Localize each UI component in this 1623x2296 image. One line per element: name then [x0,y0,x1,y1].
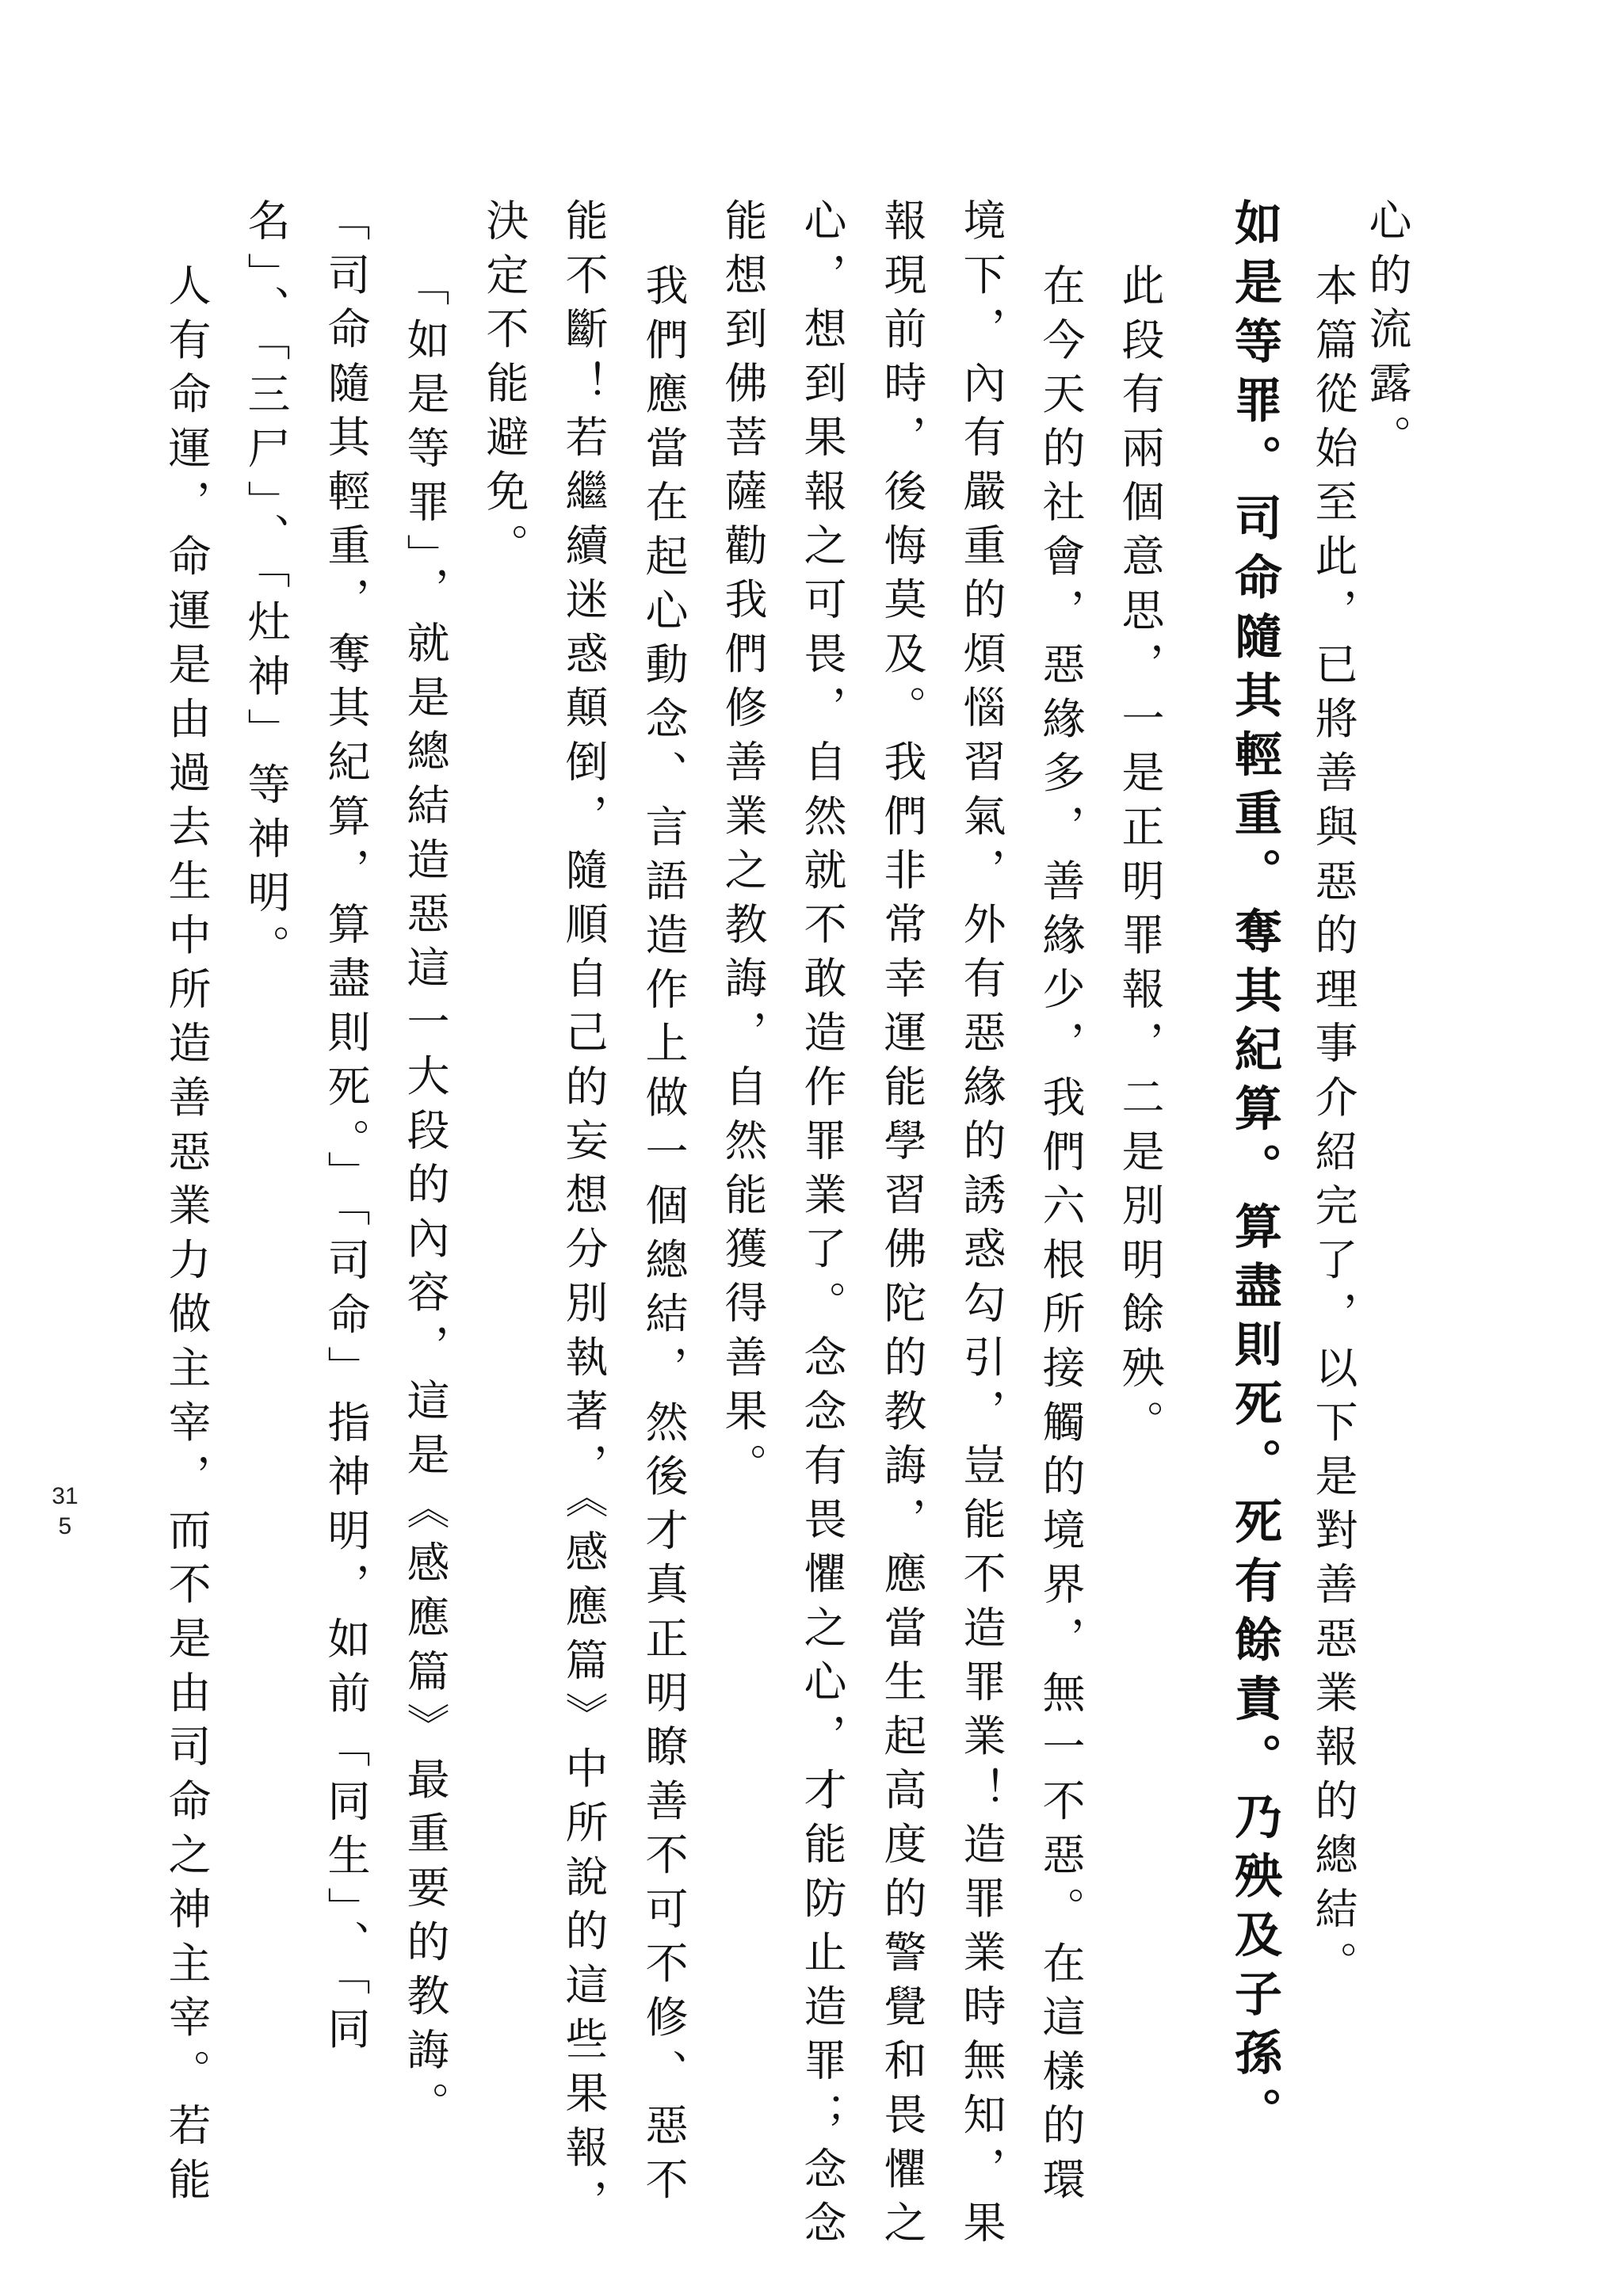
text-column: 此段有兩個意思，一是正明罪報，二是別明餘殃。 [1115,263,1165,1454]
text-column: 「司命隨其輕重，奪其紀算，算盡則死。」「司命」指神明，如前「同生」、「同 [321,198,371,2061]
text-column: 境下，內有嚴重的煩惱習氣，外有惡緣的誘惑勾引，豈能不造罪業！造罪業時無知，果 [957,198,1006,2255]
scripture-quote: 如是等罪。司命隨其輕重。奪其紀算。算盡則死。死有餘責。乃殃及子孫。 [1227,198,1282,2146]
text-column: 決定不能避免。 [479,198,529,578]
text-column: 心的流露。 [1362,198,1412,469]
text-column: 名」、「三尸」、「灶神」等神明。 [241,198,291,978]
page-number: 315 [52,1483,78,1539]
text-column: 能想到佛菩薩勸我們修善業之教誨，自然能獲得善果。 [718,198,768,1497]
text-column: 人有命運，命運是由過去生中所造善惡業力做主宰，而不是由司命之神主宰。若能 [162,263,212,2211]
text-column: 在今天的社會，惡緣多，善緣少，我們六根所接觸的境界，無一不惡。在這樣的環 [1036,263,1086,2211]
text-column: 本篇從始至此，已將善與惡的理事介紹完了，以下是對善惡業報的總結。 [1308,263,1358,1995]
text-column: 能不斷！若繼續迷惑顛倒，隨順自己的妄想分別執著，《感應篇》中所說的這些果報， [559,198,609,2233]
text-column: 「如是等罪」，就是總結造惡這一大段的內容，這是《感應篇》最重要的教誨。 [400,263,450,2136]
text-column: 心，想到果報之可畏，自然就不敢造作罪業了。念念有畏懼之心，才能防止造罪；念念 [797,198,847,2255]
text-column: 我們應當在起心動念、言語造作上做一個總結，然後才真正明瞭善不可不修、惡不 [639,263,689,2211]
text-column: 報現前時，後悔莫及。我們非常幸運能學習佛陀的教誨，應當生起高度的警覺和畏懼之 [877,198,927,2255]
